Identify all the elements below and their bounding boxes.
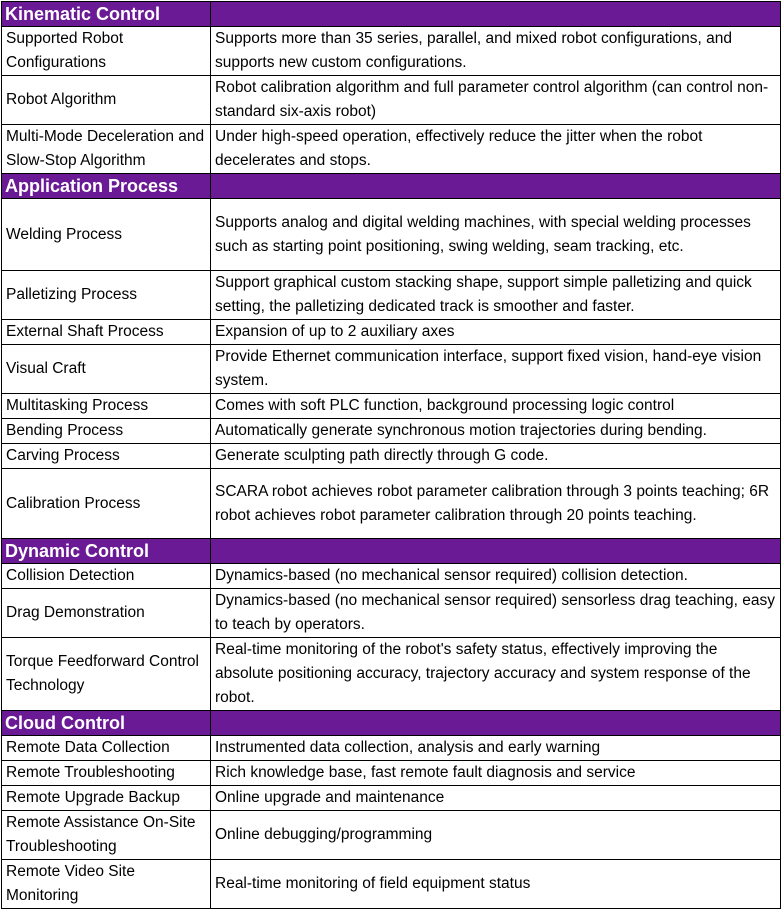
feature-name: Bending Process (2, 419, 211, 444)
table-row (2, 345, 781, 394)
feature-name: Remote Upgrade Backup (2, 786, 211, 811)
section-header-filler (211, 2, 781, 27)
table-row (2, 271, 781, 320)
section-header-filler (211, 711, 781, 736)
table-row (2, 811, 781, 860)
feature-description: Support graphical custom stacking shape, support simple palletizing and quick setting, the palletizing dedicated track is smoother and faster. (211, 271, 781, 320)
feature-description: Instrumented data collection, analysis and early warning (211, 736, 781, 761)
section-header-dynamic-control (2, 539, 781, 564)
feature-name: External Shaft Process (2, 320, 211, 345)
section-header-kinematic-control (2, 2, 781, 27)
feature-description: Under high-speed operation, effectively reduce the jitter when the robot decelerates and stops. (211, 125, 781, 174)
feature-description: Comes with soft PLC function, background processing logic control (211, 394, 781, 419)
table-row (2, 736, 781, 761)
feature-name: Supported Robot Configurations (2, 27, 211, 76)
feature-name: Remote Assistance On-Site Troubleshooting (2, 811, 211, 860)
section-title: Kinematic Control (2, 2, 211, 27)
section-title: Application Process (2, 174, 211, 199)
section-title: Cloud Control (2, 711, 211, 736)
table-row (2, 469, 781, 539)
feature-name: Torque Feedforward Control Technology (2, 638, 211, 711)
table-row (2, 394, 781, 419)
table-row (2, 320, 781, 345)
feature-description: Robot calibration algorithm and full parameter control algorithm (can control non-standard six-axis robot) (211, 76, 781, 125)
feature-description: Online upgrade and maintenance (211, 786, 781, 811)
feature-description: Real-time monitoring of field equipment status (211, 860, 781, 909)
feature-name: Welding Process (2, 199, 211, 271)
feature-name: Calibration Process (2, 469, 211, 539)
feature-description: Generate sculpting path directly through G code. (211, 444, 781, 469)
feature-name: Robot Algorithm (2, 76, 211, 125)
section-header-application-process (2, 174, 781, 199)
feature-name: Remote Data Collection (2, 736, 211, 761)
table-row (2, 786, 781, 811)
feature-name: Drag Demonstration (2, 589, 211, 638)
table-row (2, 564, 781, 589)
feature-description: Real-time monitoring of the robot's safety status, effectively improving the absolute positioning accuracy, trajectory accuracy and system response of the robot. (211, 638, 781, 711)
feature-name: Palletizing Process (2, 271, 211, 320)
table-row (2, 76, 781, 125)
feature-description: SCARA robot achieves robot parameter calibration through 3 points teaching; 6R robot achieves robot parameter calibration through 20 points teaching. (211, 469, 781, 539)
feature-name: Carving Process (2, 444, 211, 469)
feature-description: Provide Ethernet communication interface, support fixed vision, hand-eye vision system. (211, 345, 781, 394)
feature-description: Automatically generate synchronous motion trajectories during bending. (211, 419, 781, 444)
table-row (2, 199, 781, 271)
table-row (2, 419, 781, 444)
table-row (2, 860, 781, 909)
table-row (2, 638, 781, 711)
section-header-cloud-control (2, 711, 781, 736)
feature-description: Online debugging/programming (211, 811, 781, 860)
table-row (2, 444, 781, 469)
feature-name: Multi-Mode Deceleration and Slow-Stop Algorithm (2, 125, 211, 174)
section-header-filler (211, 539, 781, 564)
feature-table-body (2, 2, 781, 909)
feature-description: Expansion of up to 2 auxiliary axes (211, 320, 781, 345)
feature-name: Remote Video Site Monitoring (2, 860, 211, 909)
table-row (2, 589, 781, 638)
feature-description: Supports more than 35 series, parallel, and mixed robot configurations, and supports new custom configurations. (211, 27, 781, 76)
feature-description: Dynamics-based (no mechanical sensor required) collision detection. (211, 564, 781, 589)
feature-name: Remote Troubleshooting (2, 761, 211, 786)
table-row (2, 125, 781, 174)
section-title: Dynamic Control (2, 539, 211, 564)
feature-name: Visual Craft (2, 345, 211, 394)
feature-name: Multitasking Process (2, 394, 211, 419)
feature-table (1, 1, 781, 909)
feature-description: Dynamics-based (no mechanical sensor required) sensorless drag teaching, easy to teach by operators. (211, 589, 781, 638)
table-row (2, 761, 781, 786)
feature-description: Supports analog and digital welding machines, with special welding processes such as starting point positioning, swing welding, seam tracking, etc. (211, 199, 781, 271)
section-header-filler (211, 174, 781, 199)
table-row (2, 27, 781, 76)
feature-description: Rich knowledge base, fast remote fault diagnosis and service (211, 761, 781, 786)
feature-name: Collision Detection (2, 564, 211, 589)
